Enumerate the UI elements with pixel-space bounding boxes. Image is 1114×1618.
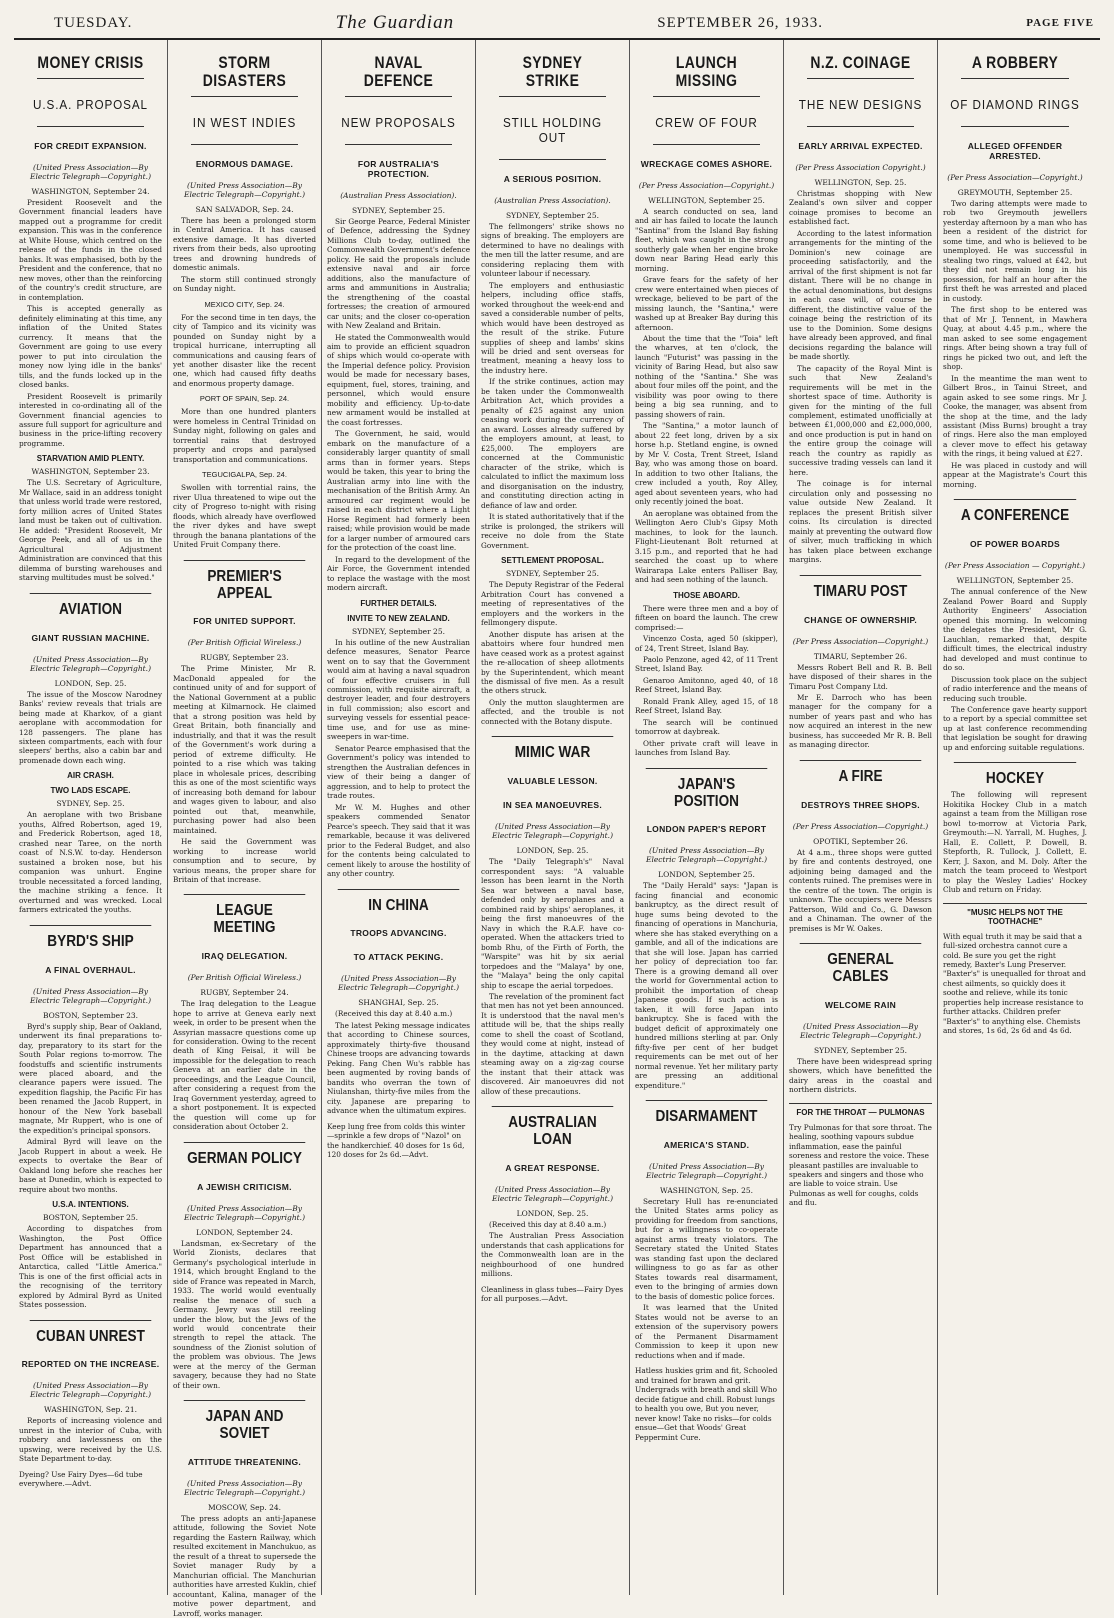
paragraph: There has been a prolonged storm in Central America. It has caused extensive damage. It has diverted rivers from their beds, also uprooting trees and drowning hundreds of domestic animals.: [173, 215, 316, 273]
article-headline: SYDNEY STRIKE: [522, 53, 583, 90]
article-headline: CUBAN UNREST: [30, 1320, 152, 1346]
article-deck: ALLEGED OFFENDER ARRESTED.: [967, 140, 1063, 161]
paragraph: For the second time in ten days, the city of Tampico and its vicinity was pounded on Sunday night by a tropical hurricane, interrupting all communications and causing fears of yet another disaster like the recent one, which had caused fifty deaths and enormous property damage.: [173, 312, 316, 388]
article-headline: LEAGUE MEETING: [184, 894, 306, 937]
column-5: [630, 40, 784, 1595]
article-headline: N.Z. COINAGE: [810, 53, 911, 72]
headline-rule: [37, 78, 144, 79]
article-headline: BYRD'S SHIP: [30, 925, 152, 951]
paragraph: Another dispute has arisen at the abattoirs where four hundred men have ceased work as a protest against the re-allocation of sheep allotments by the Superintendent, which meant the dismissal of five men. As a result the others struck.: [481, 629, 624, 696]
dateline: SHANGHAI, Sep. 25.: [358, 998, 439, 1008]
article-subheadline: NEW PROPOSALS: [341, 114, 456, 130]
article-body: [943, 587, 1087, 752]
headline-rule: [653, 96, 760, 97]
section-subhead: FURTHER DETAILS.: [360, 598, 437, 608]
article-deck: ATTITUDE THREATENING.: [187, 1456, 302, 1467]
paragraph: The "Santina," a motor launch of about 22 feet long, driven by a six horse h.p. Stetland engine, is owned by Mr V. Costa, Trent Street, Island Bay, who was among those on board. In addition to two other Italians, the crew included a youth, Roy Alley, aged about seventeen years, who had only recently joined the boat.: [635, 421, 778, 507]
dateline: BOSTON, September 23.: [42, 1010, 139, 1020]
masthead: [14, 6, 1100, 40]
wire-credit: (Per Press Association—Copyright.): [638, 180, 775, 190]
paragraph: Vincenzo Costa, aged 50 (skipper), of 24, Trent Street, Island Bay.: [635, 634, 778, 653]
article-deck: VALUABLE LESSON.: [507, 776, 598, 787]
paragraph: (Received this day at 8.40 a.m.): [335, 1009, 453, 1019]
advertisement: With equal truth it may be said that a full-sized orchestra cannot cure a cold. Be sure you get the right remedy, Baxter's Lung Preserver. "Baxter's" is unequalled for throat and chest ailments, so quickly does it soothe and relieve, while its tonic properties help increase resistance to further attacks. Children prefer "Baxter's" to anything else. Chemists and stores, 1s 6d, 2s 6d and 4s 6d.: [943, 931, 1086, 1036]
article-body: [943, 199, 1087, 490]
paragraph: Genaroo Amitonno, aged 40, of 18 Reef Street, Island Bay.: [635, 675, 778, 695]
paragraph: The first shop to be entered was that of Mr J. Tennent, in Mawhera Quay, at about 4.45 p.m., where the man asked to see some engagement rings. After being shown a tray full of rings he picked two out, and left the shop.: [943, 305, 1087, 372]
article-deck: IN SEA MANOEUVRES.: [502, 800, 603, 811]
paragraph: Admiral Byrd will leave on the Jacob Ruppert in about a week. He expects to overtake the Bear of Oakland long before she reaches her base at Dunedin, which is expected to require about two months.: [19, 1137, 162, 1194]
article-body: [635, 1197, 778, 1360]
article-headline: AUSTRALIAN LOAN: [492, 1106, 614, 1149]
article-deck: IRAQ DELEGATION.: [201, 951, 288, 962]
dateline: SYDNEY, September 25.: [506, 569, 599, 579]
dateline: SYDNEY, September 25.: [506, 210, 599, 220]
headline-rule: [807, 126, 914, 127]
paragraph: The Conference gave hearty support to a report by a special committee set up at last conference recommending that legislation be sought for drawing up and enforcing suitable regulations.: [943, 704, 1087, 752]
wire-credit: (United Press Association—By Electric Telegraph—Copyright.): [645, 1161, 767, 1180]
paragraph: The employers and enthusiastic helpers, including office staffs, worked throughout the week-end and saved a considerable number of pelts, which would have been destroyed as the result of the strike. Future supplies of sheep and lambs' skins will be dried and sent overseas for treatment, meaning a heavy loss to the industry here.: [481, 280, 624, 375]
section-subhead: TEGUCIGALPA, Sep. 24.: [202, 470, 287, 480]
paragraph: About the time that the "Toia" left the wharves, at ten o'clock, the launch "Futurist" was passing in the vicinity of Baring Head, but also saw nothing of the "Santina." She was about four miles off the point, and the visibility was poor owing to there being a big sea running, and to passing showers of rain.: [635, 333, 778, 419]
wire-credit: (Per Press Association—Copyright.): [792, 821, 929, 831]
paragraph: In the meantime the man went to Gilbert Bros., in Tainui Street, and again asked to see some rings. Mr J. Cooke, the manager, was absent from the shop at the time, and the lady assistant (Miss Burns) brought a tray of rings. Here also the man employed a clever move to effect his getaway with the rings, it being valued at £27.: [943, 373, 1087, 459]
wire-credit: (United Press Association—By Electric Telegraph—Copyright.): [29, 1381, 151, 1400]
wire-credit: (United Press Association—By Electric Telegraph—Copyright.): [799, 1021, 921, 1040]
article-body: [19, 1022, 162, 1195]
article-deck: A SERIOUS POSITION.: [503, 173, 602, 184]
article-deck: WRECKAGE COMES ASHORE.: [640, 158, 773, 169]
advertisement-title: FOR THE THROAT — PULMONAS: [789, 1103, 932, 1117]
section-subhead: AIR CRASH.: [67, 771, 114, 781]
article-headline: LAUNCH MISSING: [675, 53, 738, 90]
dateline: SYDNEY, September 25.: [814, 1045, 907, 1055]
wire-credit: (Per British Official Wireless.): [187, 638, 302, 648]
dateline: MOSCOW, Sep. 24.: [207, 1502, 282, 1512]
article-body: [173, 664, 316, 884]
article-body: [481, 857, 624, 1096]
paragraph: The capacity of the Royal Mint is such that New Zealand's requirements will be met in the shortest space of time. Authority is given for the minting of the full complement, estimated unofficially at between £1,000,000 and £2,000,000, and once production is put in hand on the entire group the coinage will reach the country as rapidly as successive trading vessels can land it here.: [789, 363, 932, 477]
dateline: WASHINGTON, September 24.: [31, 186, 150, 196]
paragraph: In his outline of the new Australian defence measures, Senator Pearce went on to say that the Government would aim at having a naval squadron of four effective cruisers in full commission, with requisite aircraft, a destroyer leader, and four destroyers in full commission; also escort and surveying vessels for essential peace-time use, and for use as mine-sweepers in war-time.: [327, 637, 470, 742]
paragraph: This is accepted generally as definitely eliminating at this time, any inflation of the United States currency. It means that the Government are going to use every power to put into circulation the money now lying idle in the banks' tills, and the funds locked up in the closed banks.: [19, 304, 162, 390]
paragraph: President Roosevelt and the Government financial leaders have mapped out a programme for credit expansion. This was in the conference at White House, which centred on the release of the funds in the closed banks. It was emphasised, both by the President and the conference, that no new moves, other than the reinforcing of the country's credit structure, are in contemplation.: [19, 197, 162, 302]
paragraph: At 4 a.m., three shops were gutted by fire and contents destroyed, one adjoining being damaged and the contents ruined. The premises were in the centre of the town. The origin is unknown. The occupiers were Messrs Patterson, Wild and Co., G. Dawson and a Chinaman. The owner of the premises is Mr W. Oakes.: [789, 847, 932, 933]
column-7: [938, 40, 1092, 1595]
article-body: [481, 222, 624, 550]
advertisement: Hatless huskies grim and fit, Schooled and trained for brawn and grit. Undergrads with breath and skill Who decide fatigue and chill. Robust lungs to health you owe, But you never, never know! Take no risks—for colds ensue—Get that Woods' Great Peppermint Cure.: [635, 1366, 778, 1442]
headline-rule: [961, 126, 1069, 127]
article-deck: GIANT RUSSIAN MACHINE.: [31, 632, 150, 643]
paragraph: Ronald Frank Alley, aged 15, of 18 Reef Street, Island Bay.: [635, 696, 778, 716]
masthead-day: TUESDAY.: [54, 14, 133, 31]
headline-rule: [653, 144, 760, 145]
wire-credit: (United Press Association—By Electric Telegraph—Copyright.): [29, 162, 151, 181]
paragraph: The coinage is for internal circulation only and possessing no value outside New Zealand. It replaces the present British silver coins. Its circulation is directed mainly at preventing the outward flow of silver, much trafficking in which has taken place between exchange margins.: [789, 479, 932, 565]
paragraph: The "Daily Herald" says: "Japan is facing financial and economic bankruptcy, as the direct result of huge sums being devoted to the financing of operations in Manchuria, where she has staked everything on a gamble, and all of the indications are that she will lose. Japan has carried her policy of depreciation too far. There is a growing demand all over the world for Governmental action to prohibit the importation of cheap Japanese goods. If such action is taken, it will force Japan into bankruptcy. She is faced with the budget deficit of approximately one hundred millions sterling at par. Only fifty-five per cent of her budget requirements can be met out of her normal revenue. Yet her military party are pressing an additional expenditure.": [635, 881, 778, 1090]
paragraph: The Australian Press Association understands that cash applications for the Commonwealth loan are in the neighbourhood of one hundred millions.: [481, 1231, 624, 1279]
article-body: [789, 848, 932, 933]
article-headline: MONEY CRISIS: [37, 53, 144, 72]
paragraph: Discussion took place on the subject of radio interference and the means of reducing such trouble.: [943, 674, 1087, 703]
column-4: [476, 40, 630, 1595]
dateline: WASHINGTON, Sep. 21.: [43, 1405, 138, 1415]
paragraph: It was learned that the United States would not be averse to an extension of the supervisory powers of the Permanent Disarmament Commission to keep it upon new reductions when and if made.: [635, 1303, 778, 1360]
paragraph: Senator Pearce emphasised that the Government's policy was intended to strengthen the Australian defences in view of their being a danger of aggression, and to help to protect the trade routes.: [327, 743, 470, 801]
paragraph: Grave fears for the safety of her crew were entertained when pieces of wreckage, believed to be part of the missing launch, the "Santina," were washed up at Breaker Bay during this afternoon.: [635, 275, 778, 332]
paragraph: An aeroplane with two Brisbane youths, Alfred Robertson, aged 19, and Frederick Robertson, aged 18, crashed near Taree, on the north coast of N.S.W. to-day. Henderson sustained a broken nose, but his companion was unhurt. Engine trouble necessitated a forced landing, the machine striking a fence. It overturned and was wrecked. Local farmers extricated the youths.: [19, 810, 162, 915]
column-2: [168, 40, 322, 1618]
paragraph: Paolo Penzone, aged 42, of 11 Trent Street, Island Bay.: [635, 655, 778, 674]
article-deck: DESTROYS THREE SHOPS.: [801, 799, 920, 810]
paragraph: The issue of the Moscow Narodney Banks' review reveals that trials are being made at Kharkov, of a giant aeroplane with accommodation for 128 passengers. The plane has sixteen compartments, each with four sleepers' berths, also a cabin bar and promenade down each wing.: [19, 689, 162, 765]
article-headline: JAPAN'S POSITION: [646, 768, 768, 811]
wire-credit: (United Press Association—By Electric Telegraph—Copyright.): [29, 986, 151, 1005]
article-body: [327, 217, 470, 593]
paragraph: Mr E. Darroch who has been manager for the company for a number of years past and who has now acquired an interest in the new business, has succeeded Mr R. B. Bell as managing director.: [789, 692, 932, 750]
paragraph: Swollen with torrential rains, the river Ulua threatened to wipe out the city of Progreso to-night with rising floods, which already have overflowed the river dykes and have swept through the banana plantations of the United Fruit Company there.: [173, 483, 316, 550]
wire-credit: (United Press Association—By Electric Telegraph—Copyright.): [645, 846, 767, 865]
article-headline: A CONFERENCE: [954, 499, 1076, 525]
article-deck: FOR CREDIT EXPANSION.: [34, 140, 147, 151]
headline-rule: [191, 96, 298, 97]
paragraph: The "Daily Telegraph's" Naval correspondent says: "A valuable lesson has been learnt in the North Sea war between a naval base, defended only by aeroplanes and a combined raid by ships' aeroplanes, it being the first manoeuvres of the Navy in which the R.A.F. have co-operated. When the attackers tried to bomb Rhu, of the Firth of Forth, the "Warspite" was hit by six aerial torpedoes and the "Malaya" by one, the "Malaya" being the only capital ship to escape the aerial torpedoes.: [481, 857, 624, 990]
article-body: [173, 407, 316, 464]
article-body: [635, 207, 778, 585]
advertisement: Keep lung free from colds this winter—sprinkle a few drops of "Nazol" on the handkerchief. 40 doses for 1s 6d, 120 doses for 2s 6d.—Advt.: [327, 1121, 466, 1160]
article-body: [173, 999, 316, 1132]
article-headline: HOCKEY: [954, 762, 1076, 788]
article-headline: A FIRE: [800, 760, 922, 786]
headline-rule: [37, 126, 144, 127]
masthead-paper-title: The Guardian: [335, 12, 455, 33]
article-body: [173, 1514, 316, 1618]
article-body: [173, 1239, 316, 1391]
article-deck: A GREAT RESPONSE.: [505, 1162, 600, 1173]
article-subheadline: CREW OF FOUR: [655, 114, 758, 130]
dateline: BOSTON, September 25.: [42, 1213, 139, 1223]
article-deck: TO ATTACK PEKING.: [353, 952, 444, 963]
dateline: WELLINGTON, September 25.: [956, 576, 1074, 586]
article-body: [789, 189, 932, 565]
headline-rule: [807, 78, 914, 79]
paragraph: He stated the Commonwealth would aim to provide an efficient squadron of ships which would co-operate with the Imperial defence policy. Provision would be made for necessary bases, equipment, fuel, stores, training, and personnel, which would ensure mobility and efficiency. Up-to-date new armament would be installed at the coast fortresses.: [327, 332, 470, 427]
article-body: [173, 216, 316, 294]
section-subhead: PORT OF SPAIN, Sep. 24.: [199, 394, 290, 404]
column-6: [784, 40, 938, 1595]
article-body: [19, 478, 162, 582]
article-deck: EARLY ARRIVAL EXPECTED.: [798, 140, 923, 151]
paragraph: The search will be continued tomorrow at daybreak.: [635, 717, 778, 737]
paragraph: A search conducted on sea, land and air has failed to locate the launch "Santina" from the Island Bay fishing fleet, which was caught in the strong southerly gale when her engine broke down near Baring Head early this morning.: [635, 206, 778, 273]
paragraph: Mr W. M. Hughes and other speakers commended Senator Pearce's speech. They said that it was remarkable, because it was delivered prior to the Federal Budget, and also for the contents being calculated to cement likely to arouse the hostility of any other country.: [327, 802, 470, 879]
article-subheadline: IN WEST INDIES: [192, 114, 297, 130]
article-body: [481, 1220, 624, 1279]
paragraph: The Prime Minister, Mr R. MacDonald appealed for the continued unity of and for support of the National Government at a public meeting at Kilmarnock. He claimed that a strong position was held by Great Britain, both financially and industrially, and that it was the result of the Government's work during a period of extreme difficulty. He pointed to a rise which was taking place in wholesale prices, describing this as one of the most scientific ways of increasing both demand for labour and wages given to labour, and also pointed out that, meanwhile, purchasing power had also been maintained.: [173, 664, 316, 835]
article-deck: A JEWISH CRITICISM.: [197, 1181, 292, 1192]
article-headline: JAPAN AND SOVIET: [184, 1400, 306, 1443]
article-headline: DISARMAMENT: [646, 1100, 768, 1126]
paragraph: Byrd's supply ship, Bear of Oakland, underwent its final preparations to-day, preparatory to its start for the South Polar regions to-morrow. The foodstuffs and scientific instruments were placed aboard, and the clearance papers were issued. The expedition flagship, the Pacific Fir has been renamed the Jacob Ruppert, in honour of the New York baseball magnate, Mr Ruppert, who is one of the expedition's principal sponsors.: [19, 1021, 162, 1135]
wire-credit: (Per Press Association — Copyright.): [944, 561, 1086, 571]
paragraph: He said the Government was working to increase world consumption and to secure, by various means, the proper share for Britain of that increase.: [173, 837, 316, 884]
article-subheadline: OF DIAMOND RINGS: [950, 96, 1080, 112]
paragraph: Christmas shopping with New Zealand's own silver and copper coinage promises to become an established fact.: [789, 188, 932, 227]
paragraph: There were three men and a boy of fifteen on board the launch. The crew comprised:—: [635, 603, 778, 632]
article-deck: ENORMOUS DAMAGE.: [195, 158, 294, 169]
dateline: WELLINGTON, September 25.: [648, 195, 765, 205]
dateline: SYDNEY, September 25.: [352, 626, 445, 636]
dateline: SYDNEY, September 25.: [352, 205, 445, 215]
dateline: LONDON, Sep. 25.: [516, 846, 589, 856]
article-subheadline: U.S.A. PROPOSAL: [33, 96, 148, 112]
article-deck: AMERICA'S STAND.: [663, 1139, 750, 1150]
article-subheadline: STILL HOLDING OUT: [502, 114, 603, 145]
article-body: [327, 1009, 470, 1115]
section-subhead: SETTLEMENT PROPOSAL.: [501, 556, 604, 566]
dateline: WELLINGTON, Sep. 25.: [814, 177, 907, 187]
article-body: [19, 690, 162, 766]
article-deck: REPORTED ON THE INCREASE.: [21, 1359, 160, 1370]
article-deck: LONDON PAPER'S REPORT: [646, 824, 767, 835]
dateline: LONDON, September 25.: [658, 870, 755, 880]
wire-credit: (Per Press Association Copyright.): [795, 162, 926, 172]
wire-credit: (United Press Association—By Electric Telegraph—Copyright.): [183, 180, 305, 199]
article-deck: FOR UNITED SUPPORT.: [193, 616, 296, 627]
article-body: [173, 313, 316, 389]
section-subhead: THOSE ABOARD.: [673, 590, 740, 600]
headline-rule: [499, 96, 606, 97]
paragraph: According to the latest information arrangements for the minting of the Dominion's new coinage are proceeding satisfactorily, and the arrival of the first shipment is not far distant. There will be no change in the actual denominations, but designs in each case will, of course be different, the distinctive value of the coinage being the restriction of its use to the Dominion. Some designs have already been approved, and final decisions regarding the balance will be made shortly.: [789, 228, 932, 362]
article-body: [19, 1416, 162, 1463]
paragraph: An aeroplane was obtained from the Wellington Aero Club's Gipsy Moth machines, to look for the launch. Flight-Lieutenant Bolt returned at 3.15 p.m., and reported that he had searched the coast up to where Wairarapa Lake enters Palliser Bay, and had seen nothing of the launch.: [635, 508, 778, 585]
wire-credit: (United Press Association—By Electric Telegraph—Copyright.): [491, 822, 613, 841]
wire-credit: (Per Press Association—Copyright.): [792, 636, 929, 646]
article-headline: STORM DISASTERS: [202, 53, 287, 90]
article-headline: TIMARU POST: [800, 575, 922, 601]
wire-credit: (United Press Association—By Electric Telegraph—Copyright.): [183, 1478, 305, 1497]
paragraph: (Received this day at 8.40 a.m.): [489, 1219, 607, 1229]
article-headline: IN CHINA: [338, 889, 460, 915]
paragraph: Two daring attempts were made to rob two Greymouth jewellers yesterday afternoon by a man who has been a resident of the district for some time, and who is believed to be unemployed. He was successful in stealing two rings, valued at £42, but they did not remain long in his possession, for half an hour after the first theft he was arrested and placed in custody.: [943, 198, 1087, 303]
article-deck: CHANGE OF OWNERSHIP.: [803, 614, 918, 625]
dateline: LONDON, Sep. 25.: [516, 1208, 589, 1218]
article-headline: PREMIER'S APPEAL: [184, 560, 306, 603]
columns: [14, 40, 1100, 1618]
dateline: GREYMOUTH, September 25.: [957, 187, 1073, 197]
dateline: TIMARU, September 26.: [813, 651, 908, 661]
paragraph: The Deputy Registrar of the Federal Arbitration Court has convened a meeting of representatives of the employers and the workers in the fellmongery dispute.: [481, 580, 624, 628]
advertisement-title: "MUSIC HELPS NOT THE TOOTHACHE": [943, 903, 1087, 926]
section-subhead: MEXICO CITY, Sep. 24.: [204, 299, 285, 309]
article-body: [635, 604, 778, 758]
wire-credit: (United Press Association—By Electric Telegraph—Copyright.): [337, 974, 459, 993]
article-body: [19, 1224, 162, 1309]
paragraph: The latest Peking message indicates that according to Chinese sources, approximately thirty-five thousand Chinese troops are advancing towards Peking. Fang Chen Wu's rabble has been augmented by roving bands of bandits who overran the town of Niulanshan, thirty-five miles from the city. Japanese are preparing to advance when the ultimatum expires.: [327, 1020, 470, 1116]
paragraph: Secretary Hull has re-enunciated the United States arms policy as providing for freedom from sanctions, but for a willingness to co-operate against arms treaty violators. The Secretary stated the United States was standing fast upon the declared willingness to go as far as other States towards real disarmament, even to the bringing of armies down to the basis of domestic police forces.: [635, 1196, 778, 1301]
paragraph: The following will represent Hokitika Hockey Club in a match against a team from the Milligan rose bowl to-morrow at Victoria Park, Greymouth:—N. Yarrall, M. Hughes, J. Hall, E. Collett, P. Dowell, B. Stepforth, R. Tullock, J. Collett, E. Kerr, J. Saxon, and M. Doly. After the match the team proceed to Westport to play the Wesley Ladies' Hockey Club and return on Friday.: [943, 790, 1087, 895]
paragraph: If the strike continues, action may be taken under the Commonwealth Arbitration Act, which provides a penalty of £25 against any union ceasing work during the currency of an award. Losses already suffered by the employers amount, at least, to £25,000. The employers are concerned at the Communistic character of the strike, which is calculated to inflict the maximum loss and disorganisation on the industry, and constituting direction acting in defiance of law and order.: [481, 377, 624, 510]
wire-credit: (United Press Association—By Electric Telegraph—Copyright.): [491, 1184, 613, 1203]
paragraph: The Iraq delegation to the League hope to arrive at Geneva early next week, in order to be present when the Assyrian massacre questions come up for consideration. Owing to the recent death of King Feisal, it will be impossible for the delegation to reach Geneva at an earlier date in the proceedings, and the League Council, after considering a request from the Iraq Government yesterday, agreed to a short postponement. It is expected the question will come up for consideration about October 2.: [173, 999, 316, 1132]
column-1: [14, 40, 168, 1595]
dateline: SAN SALVADOR, Sep. 24.: [195, 204, 294, 214]
advertisement: Cleanliness in glass tubes—Fairy Dyes for all purposes.—Advt.: [481, 1284, 624, 1304]
article-body: [789, 663, 932, 750]
paragraph: The press adopts an anti-Japanese attitude, following the Soviet Note regarding the Eastern Railway, which resulted excitement in Manchukuo, as the result of a threat to supersede the Soviet manager Rudy by a Manchurian official. The Manchurian authorities have arrested Kuklin, chief accountant, Kalina, manager of the motive power department, and Lavroff, works manager.: [173, 1513, 316, 1618]
headline-rule: [961, 78, 1069, 79]
article-body: [789, 1057, 932, 1095]
article-body: [173, 483, 316, 549]
paragraph: The storm still continued strongly on Sunday night.: [173, 274, 316, 294]
article-body: [19, 810, 162, 914]
section-subhead: U.S.A. INTENTIONS.: [52, 1200, 129, 1210]
dateline: RUGBY, September 23.: [200, 653, 289, 663]
paragraph: He was placed in custody and will appear at the Magistrate's Court this morning.: [943, 460, 1087, 489]
article-body: [635, 881, 778, 1090]
paragraph: There have been widespread spring showers, which have benefitted the dairy areas in the coastal and northern districts.: [789, 1056, 932, 1095]
article-headline: AVIATION: [30, 593, 152, 619]
masthead-date: SEPTEMBER 26, 1933.: [657, 14, 823, 31]
dateline: RUGBY, September 24.: [200, 988, 289, 998]
paragraph: It is stated authoritatively that if the strike is prolonged, the strikers will receive no dole from the State Government.: [481, 512, 624, 550]
article-headline: A ROBBERY: [971, 53, 1059, 72]
paragraph: More than one hundred planters were homeless in Central Trinidad on Sunday night, following on gales and torrential rains that destroyed property and crops and paralysed transportation and communications.: [173, 407, 316, 464]
paragraph: The fellmongers' strike shows no signs of breaking. The employers are determined to have no dealings with the men till the latter resume, and are considering replacing them with volunteer labour if necessary.: [481, 221, 624, 279]
article-headline: MIMIC WAR: [492, 736, 614, 762]
wire-credit: (United Press Association—By Electric Telegraph—Copyright.): [29, 654, 151, 673]
advertisement: Try Pulmonas for that sore throat. The healing, soothing vapours subdue inflammation, ease the painful soreness and restore the voice. These pleasant pastilles are invaluable to speakers and singers and those who are liable to voice strain. Use Pulmonas as well for coughs, colds and flu.: [789, 1122, 932, 1208]
paragraph: The annual conference of the New Zealand Power Board and Supply Authority Engineers' Association opened this morning. In welcoming the delegates the President, Mr G. Lauchlan, remarked that, despite difficult times, the electrical industry had developed and must continue to do so.: [943, 587, 1087, 673]
paragraph: Only the mutton slaughtermen are affected, and the trouble is not connected with the Botany dispute.: [481, 697, 624, 726]
article-body: [943, 790, 1087, 894]
article-subheadline: THE NEW DESIGNS: [798, 96, 923, 112]
article-body: [19, 198, 162, 449]
headline-rule: [191, 144, 298, 145]
section-subhead: TWO LADS ESCAPE.: [50, 786, 131, 796]
headline-rule: [499, 159, 606, 160]
paragraph: The revelation of the prominent fact that men has not yet been announced. It is understood that the naval men's attitude will be, that the ships really come to shell the coast of Scotland, they would come at night, instead of in the daytime, attacking at dawn steaming away on a zig-zag course the instant that their attack was discovered. Air manoeuvres did not allow of these precautions.: [481, 992, 624, 1096]
headline-rule: [345, 144, 452, 145]
article-deck: TROOPS ADVANCING.: [350, 928, 447, 939]
article-headline: NAVAL DEFENCE: [363, 53, 434, 90]
section-subhead: STARVATION AMID PLENTY.: [36, 454, 145, 464]
dateline: WASHINGTON, Sep. 25.: [659, 1185, 754, 1195]
column-3: [322, 40, 476, 1595]
paragraph: According to dispatches from Washington, the Post Office Department has announced that a Post Office will be established in Antarctica, called "Little America." This is one of the first official acts in the recognising of the territory explored by Admiral Byrd as United States possession.: [19, 1224, 162, 1310]
paragraph: President Roosevelt is primarily interested in co-ordinating all of the Government financial agencies to assure full support for agriculture and business in the price-lifting recovery programme.: [19, 391, 162, 448]
masthead-page-number: PAGE FIVE: [1026, 17, 1094, 29]
paragraph: Reports of increasing violence and unrest in the interior of Cuba, with robbery and lawlessness on the upswing, were received by the U.S. State Department to-day.: [19, 1416, 162, 1464]
article-body: [481, 580, 624, 726]
dateline: WASHINGTON, September 23.: [31, 467, 150, 477]
article-deck: WELCOME RAIN: [824, 999, 897, 1010]
paragraph: Other private craft will leave in launches from Island Bay.: [635, 738, 778, 758]
wire-credit: (Per Press Association—Copyright.): [947, 172, 1083, 182]
wire-credit: (United Press Association—By Electric Telegraph—Copyright.): [183, 1203, 305, 1222]
wire-credit: (Per British Official Wireless.): [187, 973, 302, 983]
article-headline: GENERAL CABLES: [800, 943, 922, 986]
article-deck: OF POWER BOARDS: [970, 539, 1060, 550]
dateline: LONDON, September 24.: [196, 1227, 293, 1237]
dateline: LONDON, Sep. 25.: [54, 678, 127, 688]
advertisement: Dyeing? Use Fairy Dyes—6d tube everywhere.—Advt.: [19, 1469, 143, 1489]
article-body: [327, 638, 470, 879]
wire-credit: (Australian Press Association).: [494, 195, 611, 205]
article-headline: GERMAN POLICY: [184, 1142, 306, 1168]
paragraph: In regard to the development of the Air Force, the Government intended to replace the wastage with the most modern aircraft.: [327, 554, 470, 593]
paragraph: Landsman, ex-Secretary of the World Zionists, declares that Germany's psychological interlude in 1914, which brought England to the side of France was repeated in March, 1933. The world would eventually realise the menace of such a Germany. Jewry was still reeling under the blow, but the Jews of the world would concentrate their strength to repel the attack. The soundness of the Zionist solution of the problem was obvious. The Jews were at the mercy of the German savagery, because they had no State of their own.: [173, 1238, 316, 1390]
wire-credit: (Australian Press Association).: [340, 190, 457, 200]
article-deck: A FINAL OVERHAUL.: [45, 964, 136, 975]
article-deck: FOR AUSTRALIA'S PROTECTION.: [357, 158, 440, 179]
paragraph: Messrs Robert Bell and R. B. Bell have disposed of their shares in the Timaru Post Company Ltd.: [789, 662, 932, 691]
section-subhead: INVITE TO NEW ZEALAND.: [347, 613, 450, 623]
paragraph: The Government, he said, would embark on the manufacture of a considerably larger quantity of small arms than in former years. Steps would be taken, this year to bring the Australian army into line with the mechanisation of the British Army. An armoured car regiment would be raised in each district where a Light Horse Regiment had formerly been raised; while provision would be made for a larger number of armoured cars for the protection of the coast line.: [327, 429, 470, 553]
dateline: OPOTIKI, September 26.: [813, 836, 908, 846]
paragraph: The U.S. Secretary of Agriculture, Mr Wallace, said in an address tonight that unless world trade were restored, forty million acres of United States land must be taken out of cultivation. He added: "President Roosevelt, Mr George Peek, and all of us in the Agricultural Adjustment Administration are convinced that this dilemma of bursting warehouses and starving multitudes must be solved.": [19, 478, 162, 583]
headline-rule: [345, 96, 452, 97]
dateline: SYDNEY, Sep. 25.: [56, 799, 125, 809]
paragraph: Sir George Pearce, Federal Minister of Defence, addressing the Sydney Millions Club to-day, outlined the Commonwealth Government's defence policy. He said the proposals include extensive naval and air force additions, also the manufacture of arms and ammunitions in Australia; the strengthening of the coastal fortresses; the creation of armoured car units; and the closer co-operation with New Zealand and Britain.: [327, 216, 471, 331]
